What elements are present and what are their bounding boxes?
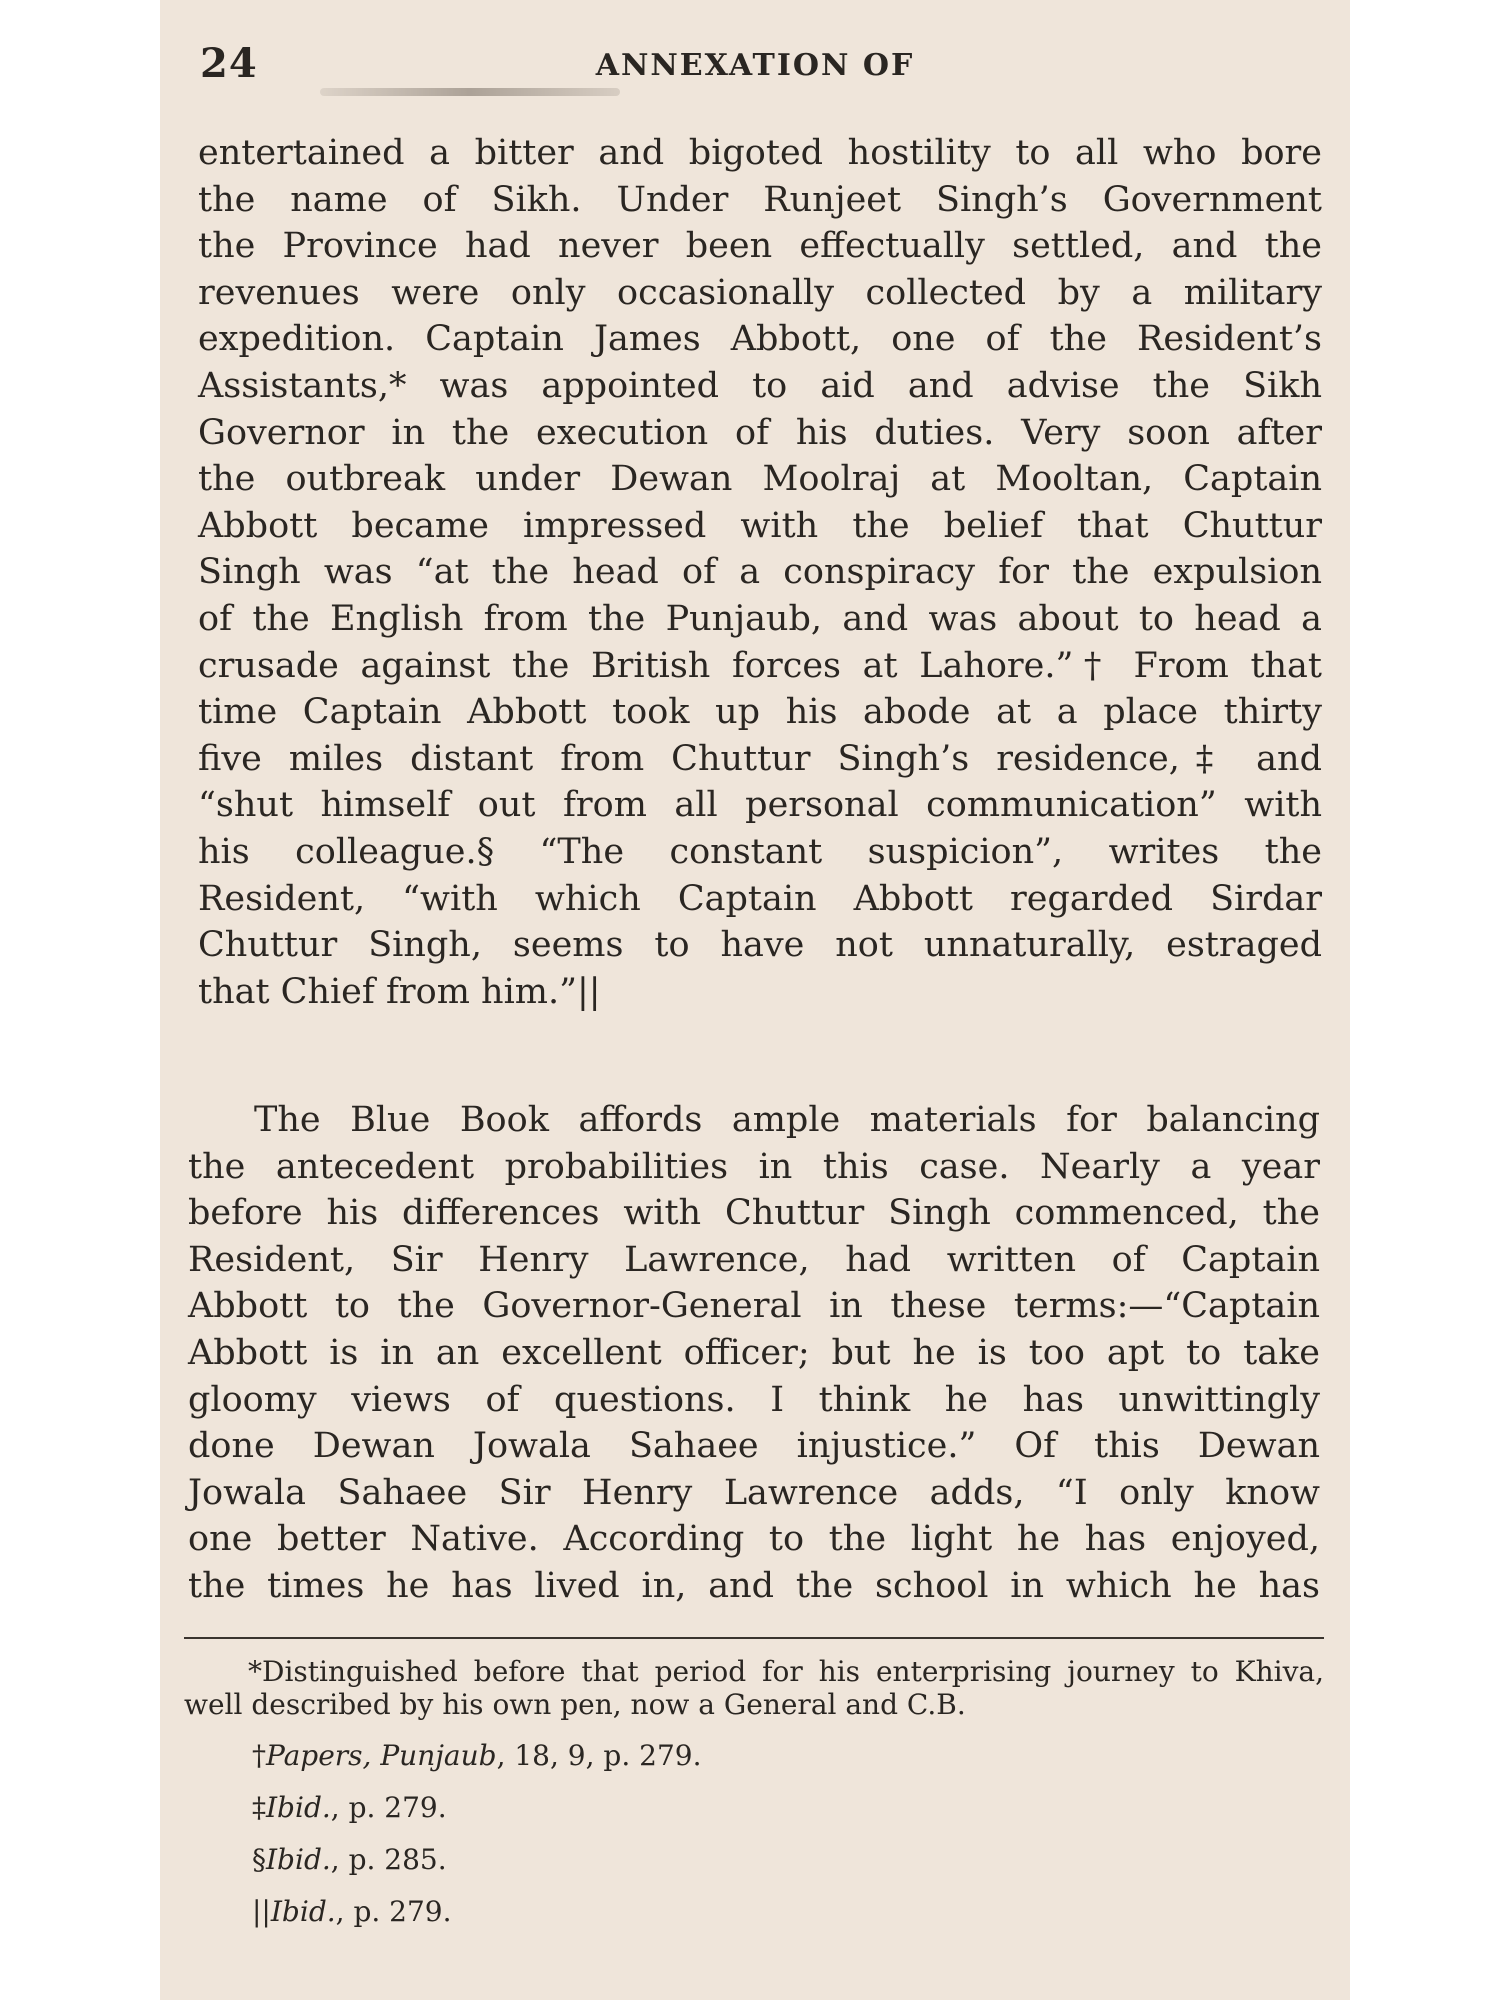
footnote-ref: , p. 285. [330,1843,447,1876]
ink-smudge [320,88,620,96]
text-line: Resident, Sir Henry Lawrence, had written of Captain [188,1239,1320,1280]
footnotes [184,1655,1324,1929]
text-line: Governor in the execution of his duties. Very soon after [198,412,1322,453]
running-head: ANNEXATION OF [595,48,915,83]
footnote-double-dagger [184,1791,1324,1825]
footnote-title: Ibid. [270,1895,336,1928]
footnote-title: Ibid. [266,1791,331,1824]
page-number: 24 [200,40,258,87]
text-line: that Chief from him.”|| [198,971,601,1012]
footnote-dagger [184,1739,1324,1773]
footnote-mark: || [252,1895,271,1928]
text-line: the name of Sikh. Under Runjeet Singh’s Government [198,179,1322,220]
text-line: his colleague.§ “The constant suspicion”, writes the [198,831,1322,872]
text-line: crusade against the British forces at Lahore.”† From that [198,645,1322,686]
text-line: Chuttur Singh, seems to have not unnaturally, estraged [198,925,1322,966]
footnote-mark: ‡ [252,1791,266,1824]
page-header [200,40,1310,90]
text-line: the outbreak under Dewan Moolraj at Mooltan, Captain [198,459,1322,500]
text-line: Abbott is in an excellent officer; but he is too apt to take [188,1332,1320,1373]
text-line: revenues were only occasionally collected by a military [198,272,1322,313]
text-line: Abbott became impressed with the belief that Chuttur [198,505,1322,546]
footnote-mark: § [252,1843,266,1876]
footnote-title: Papers, Punjaub [266,1739,497,1772]
footnote-star: *Distinguished before that period for his enterprising journey to Khiva, well described by his own pen, now a General and C.B. [184,1655,1324,1721]
paragraph-2 [188,1097,1320,1610]
text-line: gloomy views of questions. I think he has unwittingly [188,1379,1320,1420]
text-line: “shut himself out from all personal communication” with [198,785,1322,826]
text-line: the Province had never been effectually settled, and the [198,226,1322,267]
text-line: one better Native. According to the light he has enjoyed, [188,1519,1320,1560]
footnote-rule [184,1637,1324,1639]
book-page [160,0,1350,2000]
text-line: Resident, “with which Captain Abbott regarded Sirdar [198,878,1322,919]
text-line: the times he has lived in, and the school in which he has [188,1565,1320,1606]
text-line: time Captain Abbott took up his abode at a place thirty [198,692,1322,733]
text-line: the antecedent probabilities in this case. Nearly a year [188,1146,1320,1187]
footnote-title: Ibid. [266,1843,331,1876]
footnote-ref: , p. 279. [330,1791,447,1824]
footnote-mark: † [252,1739,266,1772]
footnote-ref: , p. 279. [335,1895,452,1928]
footnote-ref: , 18, 9, p. 279. [496,1739,702,1772]
text-line: entertained a bitter and bigoted hostility to all who bore [198,133,1322,173]
text-line: Singh was “at the head of a conspiracy for the expulsion [198,552,1322,593]
text-line: Jowala Sahaee Sir Henry Lawrence adds, “I only know [188,1472,1320,1513]
text-line: Abbott to the Governor-General in these terms:—“Captain [188,1286,1320,1327]
text-line: expedition. Captain James Abbott, one of the Resident’s [198,319,1322,360]
text-line: before his differences with Chuttur Singh commenced, the [188,1193,1320,1234]
footnote-parallel [184,1895,1324,1929]
paragraph-1 [198,130,1322,1015]
text-line: of the English from the Punjaub, and was about to head a [198,598,1322,639]
text-line: five miles distant from Chuttur Singh’s residence,‡ and [198,738,1322,779]
text-line: Assistants,* was appointed to aid and advise the Sikh [198,365,1322,406]
text-line: done Dewan Jowala Sahaee injustice.” Of this Dewan [188,1426,1320,1467]
text-line: The Blue Book affords ample materials for balancing [254,1100,1320,1140]
footnote-section [184,1843,1324,1877]
